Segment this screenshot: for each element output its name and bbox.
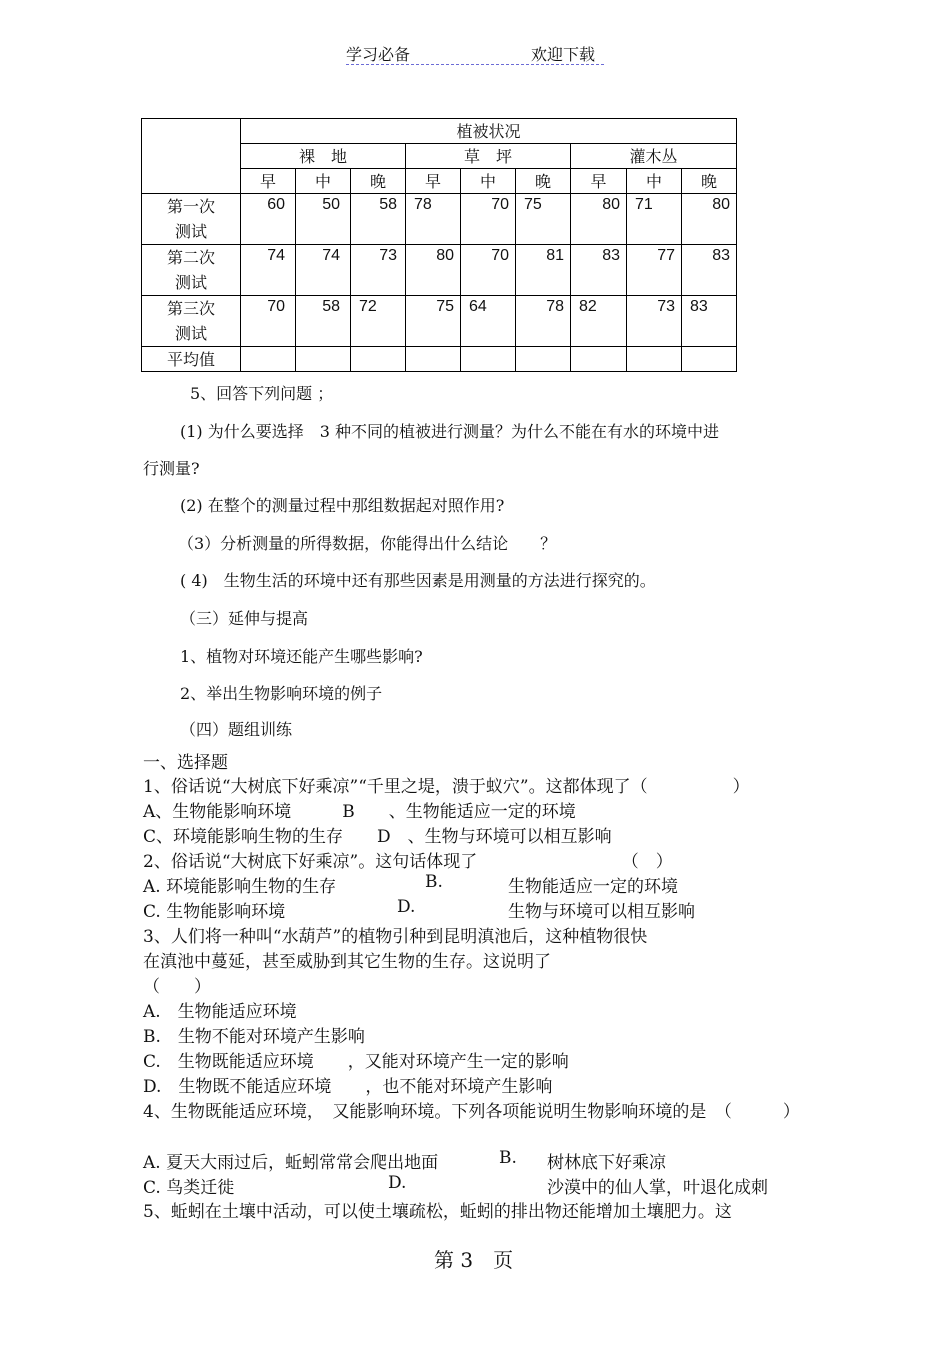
time-header: 晚: [351, 169, 406, 194]
problem-4-option-c: C. 鸟类迁徙: [143, 1178, 235, 1198]
time-header: 中: [296, 169, 351, 194]
data-cell: 70: [461, 194, 516, 245]
table-row: [142, 245, 737, 296]
data-cell: 71: [627, 194, 682, 245]
data-cell: 83: [571, 245, 627, 296]
problem-3-bracket: （ ）: [143, 977, 211, 997]
question-5: 5、回答下列问题 ；: [190, 384, 334, 403]
group-header-bare: 裸 地: [241, 144, 406, 169]
time-header: 早: [406, 169, 461, 194]
data-cell: 74: [296, 245, 351, 296]
time-header: 中: [461, 169, 516, 194]
group-header-shrub: 灌木丛: [571, 144, 737, 169]
data-cell: 75: [406, 296, 461, 347]
time-header: 早: [241, 169, 296, 194]
data-cell: 80: [682, 194, 737, 245]
time-header: 早: [571, 169, 627, 194]
header-left-text: 学习必备: [346, 45, 411, 64]
data-cell: 78: [516, 296, 571, 347]
question-5-1-line2: 行测量?: [143, 459, 200, 478]
table-row: [142, 296, 737, 347]
question-5-3: （3）分析测量的所得数据，你能得出什么结论 ？: [178, 534, 557, 553]
problem-2-option-a: A. 环境能影响生物的生存: [143, 877, 337, 897]
data-cell: 58: [351, 194, 406, 245]
data-cell: 78: [406, 194, 461, 245]
data-cell: 72: [351, 296, 406, 347]
table-row-average: [142, 347, 737, 372]
data-cell: 83: [682, 245, 737, 296]
problem-2-option-b-letter: B.: [425, 872, 443, 892]
time-header: 晚: [682, 169, 737, 194]
empty-cell: [682, 347, 737, 372]
row-label: 第二次 测试: [142, 245, 241, 296]
data-cell: 77: [627, 245, 682, 296]
table-title-cell: 植被状况: [241, 119, 737, 144]
data-cell: 81: [516, 245, 571, 296]
empty-cell: [296, 347, 351, 372]
question-5-4: ( 4) 生物生活的环境中还有那些因素是用测量的方法进行探究的。: [180, 571, 656, 590]
problem-2-option-d-letter: D.: [397, 897, 416, 917]
time-header: 中: [627, 169, 682, 194]
problem-4-option-d: 沙漠中的仙人掌，叶退化成刺: [547, 1178, 768, 1198]
row-label-average: 平均值: [142, 347, 241, 372]
page-number: 第 3 页: [434, 1248, 514, 1272]
problem-4-option-b-letter: B.: [499, 1148, 517, 1168]
data-cell: 74: [241, 245, 296, 296]
page-header: [346, 42, 604, 65]
row-label: 第三次 测试: [142, 296, 241, 347]
empty-cell: [351, 347, 406, 372]
empty-cell: [241, 347, 296, 372]
problem-3-option-c: C. 生物既能适应环境 ，又能对环境产生一定的影响: [143, 1052, 569, 1072]
data-cell: 80: [406, 245, 461, 296]
problem-4: 4、生物既能适应环境， 又能影响环境。下列各项能说明生物影响环境的是 （ ）: [143, 1102, 800, 1122]
problem-3-line1: 3、人们将一种叫“水葫芦”的植物引种到昆明滇池后，这种植物很快: [143, 927, 648, 947]
problem-2-option-b: 生物能适应一定的环境: [508, 877, 678, 897]
section-3-heading: （三）延伸与提高: [180, 609, 309, 628]
data-cell: 60: [241, 194, 296, 245]
problem-4-option-a: A. 夏天大雨过后，蚯蚓常常会爬出地面: [143, 1153, 439, 1173]
problem-2: 2、俗话说“大树底下好乘凉”。这句话体现了 （ ）: [143, 852, 673, 872]
data-cell: 83: [682, 296, 737, 347]
extension-question-2: 2、举出生物影响环境的例子: [180, 684, 383, 703]
data-cell: 70: [241, 296, 296, 347]
group-header-lawn: 草 坪: [406, 144, 571, 169]
problem-1-options-cd: C、环境能影响生物的生存 D 、生物与环境可以相互影响: [143, 827, 612, 847]
data-cell: 64: [461, 296, 516, 347]
empty-cell: [627, 347, 682, 372]
problem-4-option-b: 树林底下好乘凉: [547, 1153, 666, 1173]
table-corner-cell: [142, 119, 241, 194]
data-cell: 70: [461, 245, 516, 296]
problem-2-option-d: 生物与环境可以相互影响: [508, 902, 695, 922]
vegetation-humidity-table: [141, 118, 737, 372]
problem-2-option-c: C. 生物能影响环境: [143, 902, 286, 922]
problem-3-option-d: D. 生物既不能适应环境 ，也不能对环境产生影响: [143, 1077, 553, 1097]
problem-3-option-a: A. 生物能适应环境: [143, 1002, 297, 1022]
extension-question-1: 1、植物对环境还能产生哪些影响?: [180, 647, 423, 666]
header-right-text: 欢迎下载: [531, 45, 596, 64]
question-5-1-line1: (1) 为什么要选择 3 种不同的植被进行测量？为什么不能在有水的环境中进: [180, 422, 720, 441]
problem-1: 1、俗话说“大树底下好乘凉”“千里之堤，溃于蚁穴”。这都体现了（ ）: [143, 777, 750, 797]
row-label: 第一次 测试: [142, 194, 241, 245]
data-cell: 82: [571, 296, 627, 347]
table-row: [142, 194, 737, 245]
problem-4-option-d-letter: D.: [388, 1173, 407, 1193]
data-cell: 73: [627, 296, 682, 347]
empty-cell: [516, 347, 571, 372]
empty-cell: [406, 347, 461, 372]
section-4-heading: （四）题组训练: [180, 720, 293, 739]
question-5-2: (2) 在整个的测量过程中那组数据起对照作用?: [180, 496, 505, 515]
data-cell: 50: [296, 194, 351, 245]
empty-cell: [571, 347, 627, 372]
problem-1-options-ab: A、生物能影响环境 B 、生物能适应一定的环境: [143, 802, 576, 822]
time-header: 晚: [516, 169, 571, 194]
problem-3-option-b: B. 生物不能对环境产生影响: [143, 1027, 365, 1047]
data-cell: 80: [571, 194, 627, 245]
problem-3-line2: 在滇池中蔓延，甚至威胁到其它生物的生存。这说明了: [143, 952, 551, 972]
choice-section-heading: 一、选择题: [143, 753, 228, 773]
data-cell: 58: [296, 296, 351, 347]
empty-cell: [461, 347, 516, 372]
data-cell: 73: [351, 245, 406, 296]
problem-5: 5、蚯蚓在土壤中活动，可以使土壤疏松，蚯蚓的排出物还能增加土壤肥力。这: [143, 1202, 732, 1222]
data-cell: 75: [516, 194, 571, 245]
